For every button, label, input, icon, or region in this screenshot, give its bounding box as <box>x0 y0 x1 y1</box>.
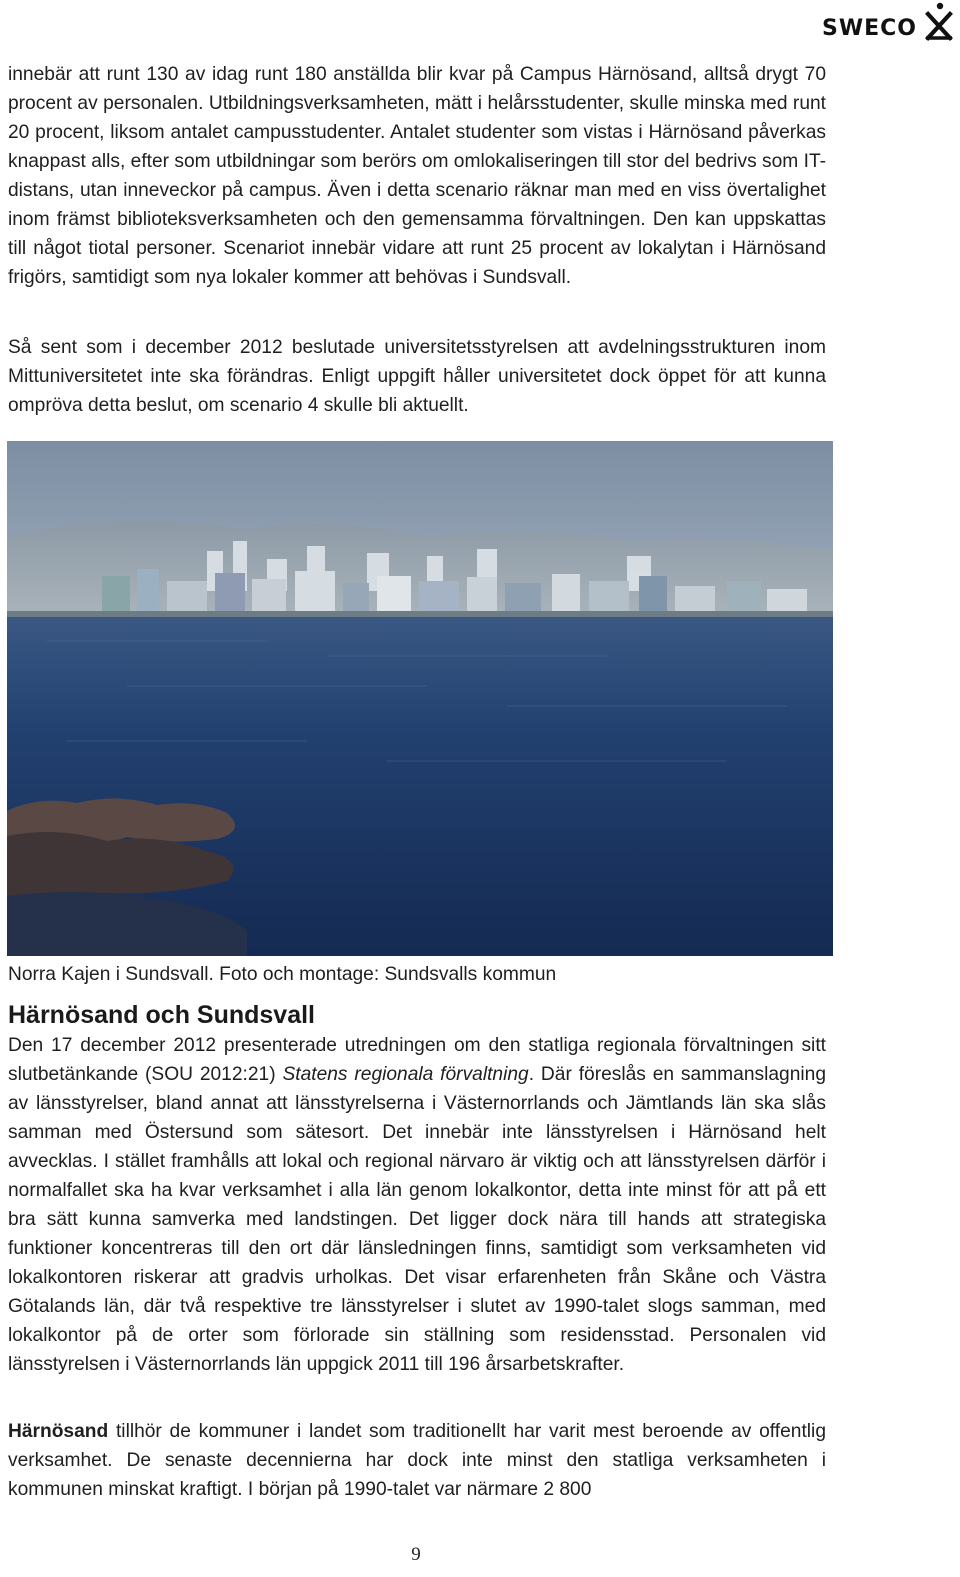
logo-text: SWECO <box>822 16 917 41</box>
p5-text: tillhör de kommuner i landet som traditionellt har varit mest beroende av offentlig verksamhet. De senaste decennierna har dock inte minst den statliga verksamheten i kommunen minskat kraftigt. I början på 1990-talet var närmare 2 800 <box>8 1421 826 1500</box>
paragraph-scenario: innebär att runt 130 av idag runt 180 anställda blir kvar på Campus Härnösand, alltså drygt 70 procent av personalen. Utbildningsverksamheten, mätt i helårsstudenter, skulle minska med runt 20 procent, liksom antalet campusstudenter. Antalet studenter som vistas i Härnösand påverkas knappast alls, efter som utbildningar som berörs om omlokaliseringen till stor del bedrivs som IT-distans, utan inneveckor på campus. Även i detta scenario räknar man med en viss övertalighet inom främst biblioteksverksamheten och den gemensamma förvaltningen. Den kan uppskattas till något tiotal personer. Scenariot innebär vidare att runt 25 procent av lokalytan i Härnösand frigörs, samtidigt som nya lokaler kommer att behövas i Sundsvall. <box>8 64 826 288</box>
p4-text-b: . Där föreslås en sammanslagning av länsstyrelser, bland annat att länsstyrelserna i Västernorrlands och Jämtlands län ska slås samman med Östersund som sätesort. Det innebär inte länsstyrelsen i Härnösand helt avvecklas. I stället framhålls att lokal och regional närvaro är viktig och att länsstyrelsen därför i normalfallet ska ha kvar verksamhet i alla län genom lokalkontor, detta inte minst för att på ett bra sätt kunna samverka med landstingen. Det ligger dock nära till hands att strategiska funktioner koncentreras till den ort där länsledningen finns, samtidigt som verksamheten vid lokalkontoren riskerar att gradvis urholkas. Det visar erfarenheten från Skåne och Västra Götalands län, där två respektive tre länsstyrelser i slutet av 1990-talet slogs samman, med lokalkontor på de orter som förlorade sin ställning som residensstad. Personalen vid länsstyrelsen i Västernorrlands län uppgick 2011 till 196 årsarbetskrafter. <box>8 1064 826 1375</box>
report-title: Statens regionala förvaltning <box>282 1064 529 1085</box>
norra-kajen-photo <box>7 441 833 956</box>
p4-text-a: Den 17 december 2012 presenterade utredningen om den statliga regionala förvaltningen sitt slutbetänkande (SOU 2012:21) <box>8 1035 826 1085</box>
paragraph-university-decision: Så sent som i december 2012 beslutade universitetsstyrelsen att avdelningsstrukturen inom Mittuniversitetet inte ska förändras. Enligt uppgift håller universitetet dock öppet för att kunna ompröva detta beslut, om scenario 4 skulle bli aktuellt. <box>8 337 826 416</box>
section-heading: Härnösand och Sundsvall <box>8 1001 316 1029</box>
sweco-logo <box>822 2 954 42</box>
harnosand-term: Härnösand <box>8 1421 109 1442</box>
harbor-illustration <box>7 441 833 956</box>
paragraph-regional-administration <box>8 1031 826 1379</box>
sweco-mark-icon <box>922 2 954 42</box>
page-number: 9 <box>411 1544 421 1565</box>
photo-caption: Norra Kajen i Sundsvall. Foto och montage: Sundsvalls kommun <box>8 964 557 985</box>
paragraph-harnosand <box>8 1417 826 1504</box>
